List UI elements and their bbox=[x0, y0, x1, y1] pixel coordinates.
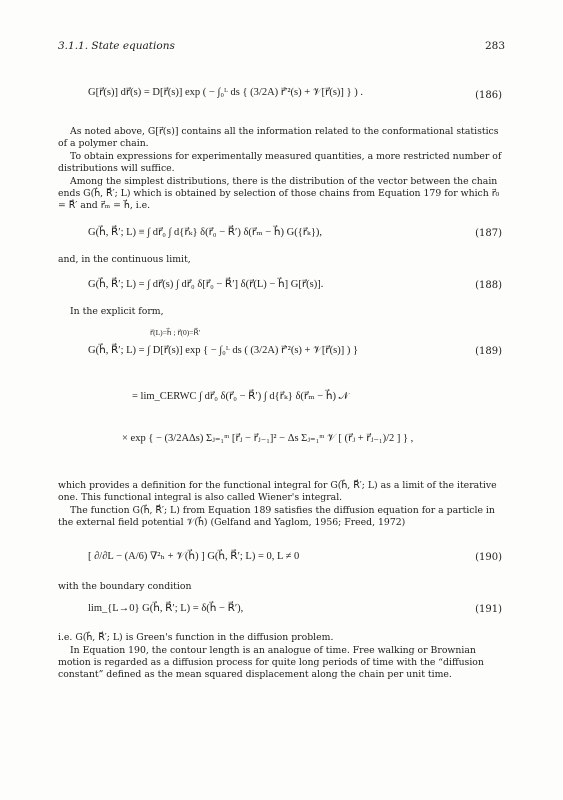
paragraph-3: Among the simplest distributions, there is the distribution of the vector between the chain ends G(h⃗, R⃗′; L) which is obtained by selection of those chains from Equation 179 for which r⃗₀ = R⃗′ and r⃗ₘ = h⃗, i.e. bbox=[58, 176, 500, 211]
equation-number-188: (188) bbox=[475, 280, 502, 291]
paragraph-9: i.e. G(h⃗, R⃗′; L) is Green's function in the diffusion problem. bbox=[58, 632, 334, 643]
section-heading: 3.1.1. State equations bbox=[58, 40, 175, 52]
paragraph-6: which provides a definition for the functional integral for G(h⃗, R⃗′; L) as a limit of the iterative one. This functional integral is also called Wiener's integral. bbox=[58, 480, 497, 503]
equation-189: G(h⃗, R⃗′; L) = ∫ D[r⃗(s)] exp { − ∫₀ᴸ ds ( (3/2A) r⃗′²(s) + 𝒱[r⃗(s)] ) } bbox=[88, 345, 358, 356]
paragraph-7: The function G(h⃗, R⃗′; L) from Equation 189 satisfies the diffusion equation for a particle in the external field potential 𝒱(h⃗) (Gelfand and Yaglom, 1956; Freed, 1972) bbox=[58, 505, 495, 528]
equation-186: G[r⃗(s)] dr⃗(s) = D[r⃗(s)] exp ( − ∫₀ᴸ ds { (3/2A) r⃗′²(s) + 𝒱[r⃗(s)] } ) . bbox=[88, 87, 363, 98]
paragraph-10: In Equation 190, the contour length is an analogue of time. Free walking or Brownian motion is regarded as a diffusion process for quite long periods of time with the “diffusion constant” defined as the mean squared displacement along the chain per unit time. bbox=[58, 645, 484, 680]
equation-191: lim_{L→0} G(h⃗, R⃗′; L) = δ(h⃗ − R⃗′), bbox=[88, 603, 244, 614]
equation-number-191: (191) bbox=[475, 604, 502, 615]
equation-number-187: (187) bbox=[475, 228, 502, 239]
equation-189-line-3: × exp { − (3/2AΔs) Σⱼ₌₁ᵐ [r⃗ⱼ − r⃗ⱼ₋₁]² − Δs Σⱼ₌₁ᵐ 𝒱 [ (r⃗ⱼ + r⃗ⱼ₋₁)/2 ] } , bbox=[122, 433, 414, 444]
paragraph-4: and, in the continuous limit, bbox=[58, 254, 191, 265]
paragraph-2: To obtain expressions for experimentally measured quantities, a more restricted number of distributions will suffice. bbox=[58, 151, 502, 174]
equation-189-limits: r⃗(L)=h⃗ ; r⃗(0)=R⃗′ bbox=[150, 328, 201, 337]
equation-188: G(h⃗, R⃗′; L) = ∫ dr⃗(s) ∫ dr⃗₀ δ[r⃗₀ − R⃗′] δ(r⃗(L) − h⃗] G[r⃗(s)]. bbox=[88, 279, 324, 290]
paragraph-8: with the boundary condition bbox=[58, 581, 192, 592]
equation-190: [ ∂/∂L − (A/6) ∇²ₕ + 𝒱(h⃗) ] G(h⃗, R⃗′; L) = 0, L ≠ 0 bbox=[88, 551, 300, 562]
paragraph-5: In the explicit form, bbox=[70, 306, 164, 317]
equation-number-190: (190) bbox=[475, 552, 502, 563]
equation-187: G(h⃗, R⃗′; L) ≡ ∫ dr⃗₀ ∫ d{r⃗ₖ} δ(r⃗₀ − R⃗′) δ(r⃗ₘ − h⃗) G({r⃗ₖ}), bbox=[88, 227, 323, 238]
equation-number-189: (189) bbox=[475, 346, 502, 357]
equation-number-186: (186) bbox=[475, 90, 502, 101]
paragraph-1: As noted above, G[r⃗(s)] contains all the information related to the conformational statistics of a polymer chain. bbox=[58, 126, 499, 149]
page-header bbox=[58, 40, 505, 52]
equation-189-line-2: = lim_CERWC ∫ dr⃗₀ δ(r⃗₀ − R⃗′) ∫ d{r⃗ₖ} δ(r⃗ₘ − h⃗) 𝒩 bbox=[132, 391, 349, 402]
page-number: 283 bbox=[484, 40, 505, 52]
